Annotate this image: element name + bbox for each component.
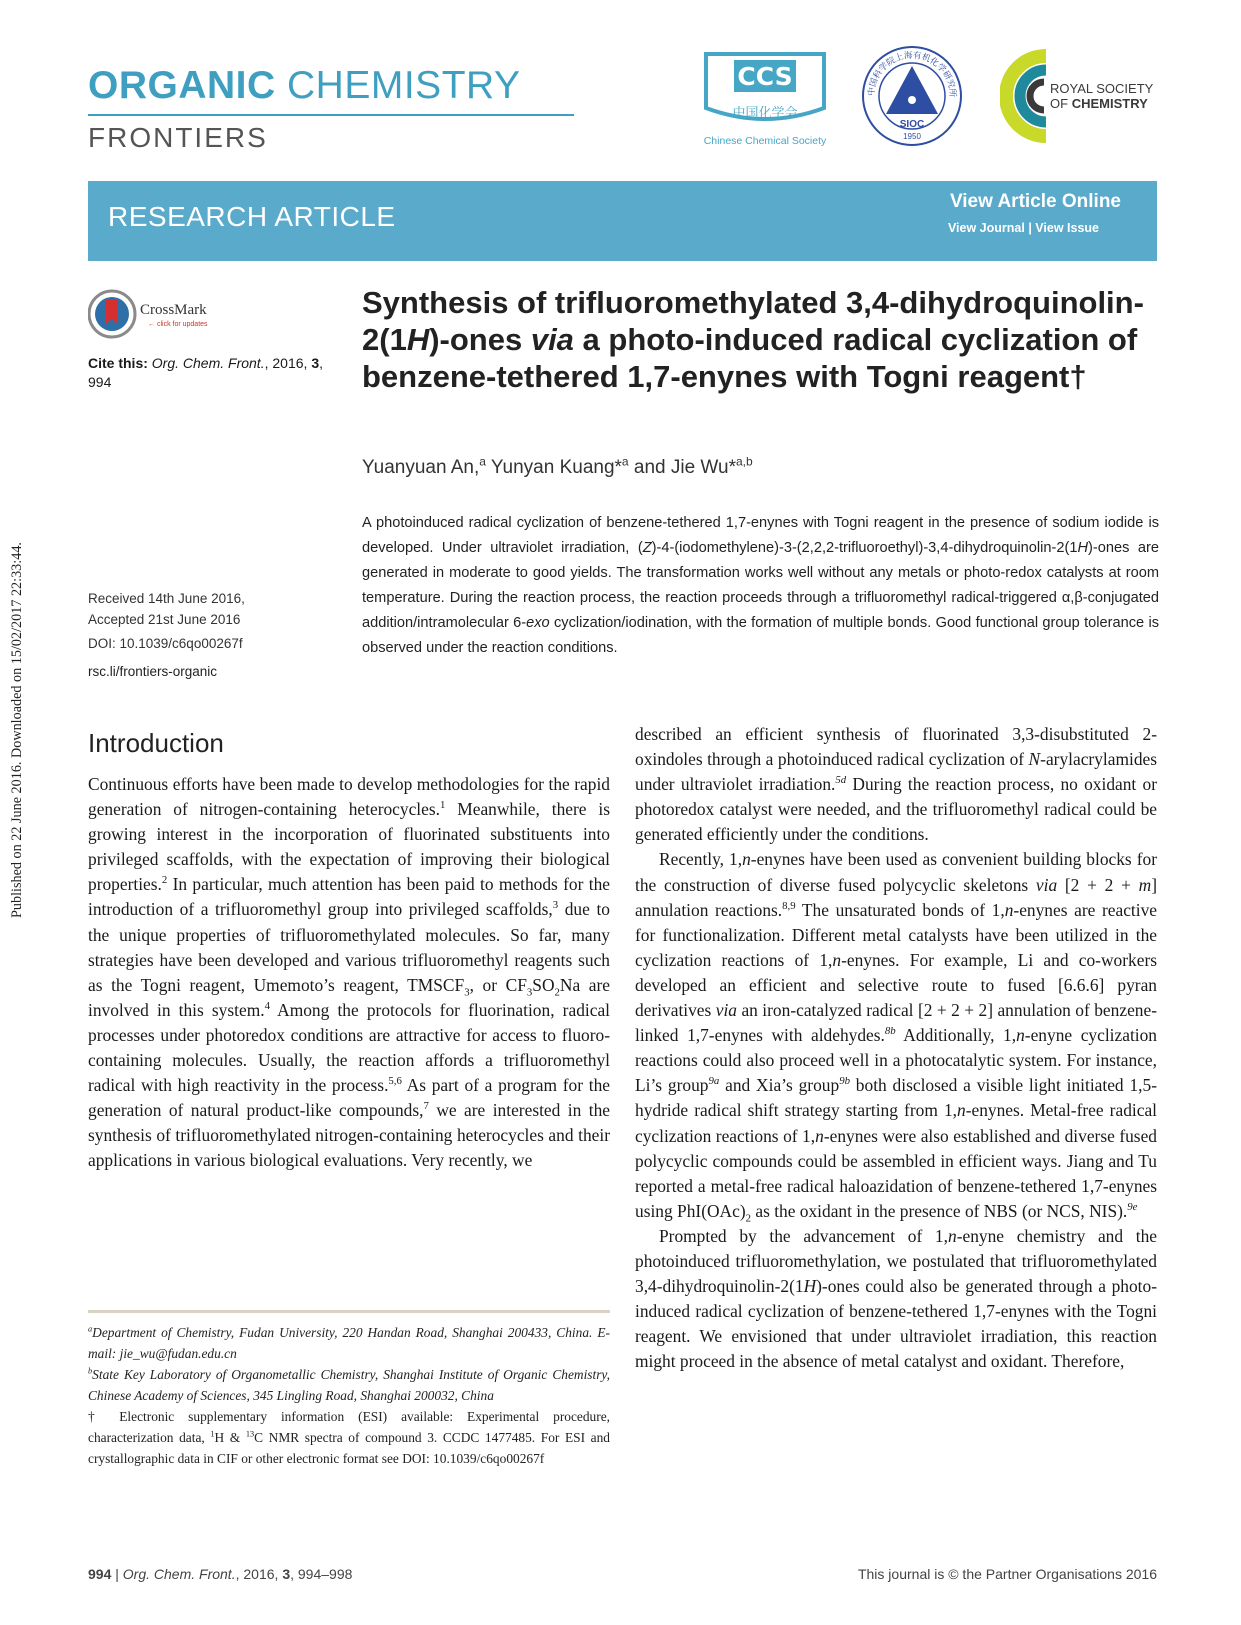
journal-link[interactable]: rsc.li/frontiers-organic (88, 664, 218, 679)
rsc-name-line1: ROYAL SOCIETY (1050, 81, 1154, 96)
side-note-text: Published on 22 June 2016. Downloaded on 15/02/2017 22:33:44. (9, 542, 25, 918)
sioc-ring-text: 中国科学院上海有机化学研究所 (866, 50, 958, 98)
journal-name-rest: CHEMISTRY (287, 64, 521, 107)
body-column-left (88, 772, 610, 1174)
author-3: and Jie Wu* (633, 457, 736, 478)
view-article-online-link[interactable]: View Article Online (949, 191, 1121, 212)
rsc-arc-inner (1030, 82, 1044, 110)
view-links (948, 221, 1099, 235)
view-links-separator: | (1028, 221, 1032, 235)
received-date: Received 14th June 2016, (88, 591, 245, 606)
publication-dates (88, 588, 348, 654)
article-title: Synthesis of trifluoromethylated 3,4-dihydroquinolin-2(1H)-ones via a photo-induced radical cyclization of benzene-tethered 1,7-enynes with Togni reagent† (362, 285, 1144, 394)
article-type-banner (88, 181, 1157, 261)
view-journal-link[interactable]: View Journal (947, 221, 1025, 235)
crossmark-sub: ← click for updates (148, 321, 208, 328)
author-list: Yuanyuan An,$^a$ Yunyan Kuang*$^a$ and Jie Wu*$^{a,b}$ (362, 454, 753, 478)
intro-paragraph-3: Prompted by the advancement of 1,n-enyne chemistry and the photoinduced trifluoromethylation, we postulated that trifluoromethylated 3,4-dihydroquinolin-2(1H)-ones could also be generated through a photo-induced radical cyclization of benzene-tethered 1,7-enynes with the Togni reagent. We envisioned that under ultraviolet irradiation, this reaction might proceed in the absence of metal catalyst and oxidant. Therefore, (635, 1225, 1158, 1372)
affiliation-a: $^a$Department of Chemistry, Fudan University, 220 Handan Road, Shanghai 200433, China. E-mail: jie_wu@fudan.edu.cn (88, 1324, 610, 1361)
intro-paragraph-1-cont: described an efficient synthesis of fluorinated 3,3-disubstituted 2-oxindoles through a photoinduced radical cyclization of N-arylacrylamides under ultraviolet irradiation.$^{5d}$ During the reaction process, no oxidant or photoredox catalyst were needed, and the trifluoromethyl radical could be generated efficiently under the conditions. (635, 724, 1158, 845)
download-side-note (6, 488, 26, 918)
article-type-label: RESEARCH ARTICLE (108, 201, 396, 232)
author-1: Yuanyuan An, (362, 457, 480, 478)
rsc-name-line2: OF CHEMISTRY (1050, 96, 1148, 111)
journal-name-bold: ORGANIC (88, 64, 276, 107)
ccs-english-name: Chinese Chemical Society (703, 135, 827, 147)
affiliation-b: $^b$State Key Laboratory of Organometallic Chemistry, Shanghai Institute of Organic Chemistry, Chinese Academy of Sciences, 345 Lingling Road, Shanghai 200032, China (88, 1366, 610, 1403)
sioc-logo (860, 44, 964, 148)
body-column-right (635, 722, 1157, 1374)
footnote-rule (88, 1310, 610, 1313)
journal-rule (88, 114, 574, 116)
footer-citation: 994 | Org. Chem. Front., 2016, 3, 994–998 (88, 1566, 353, 1582)
crossmark-badge[interactable] (88, 288, 228, 340)
sioc-abbreviation: SIOC (899, 119, 925, 130)
view-issue-link[interactable]: View Issue (1035, 221, 1099, 235)
footer-copyright: This journal is © the Partner Organisations 2016 (857, 1566, 1157, 1582)
citation: Cite this: Org. Chem. Front., 2016, 3, 994 (88, 355, 323, 390)
journal-title (88, 64, 521, 108)
cite-volume: 3 (311, 355, 320, 371)
journal-subtitle: FRONTIERS (88, 122, 268, 153)
esi-note: † Electronic supplementary information (ESI) available: Experimental procedure, characterization data, $^1$H & $^{13}$C NMR spectra of compound 3. CCDC 1477485. For ESI and crystallographic data in CIF or other electronic format see DOI: 10.1039/c6qo00267f (88, 1409, 610, 1466)
author-2: Yunyan Kuang* (490, 457, 622, 478)
page-number: 994 (88, 1566, 112, 1582)
doi[interactable]: DOI: 10.1039/c6qo00267f (88, 636, 243, 651)
ccs-chinese-name: 中国化学会 (732, 106, 798, 121)
ccs-logo (700, 46, 830, 150)
intro-paragraph-2: Recently, 1,n-enynes have been used as convenient building blocks for the construction of diverse fused polycyclic skeletons via [2 + 2 + m] annulation reactions.$^{8,9}$ The unsaturated bonds of 1,n-enynes are reactive for functionalization. Different metal catalysts have been utilized in the cyclization reactions of 1,n-enynes. For example, Li and co-workers developed an efficient and selective route to fused [6.6.6] pyran derivatives via an iron-catalyzed radical [2 + 2 + 2] annulation of benzene-linked 1,7-enynes with aldehydes.$^{8b}$ Additionally, 1,n-enyne cyclization reactions could also proceed well in a photocatalytic system. For instance, Li’s group$^{9a}$ and Xia’s group$^{9b}$ both disclosed a visible light initiated 1,5-hydride radical shift strategy starting from 1,n-enynes. Metal-free radical cyclization reactions of 1,n-enynes were also established and diverse fused polycyclic compounds could be assembled in efficient ways. Jiang and Tu reported a metal-free radical haloazidation of benzene-tethered 1,7-enynes using $PhI(OAc)_2$ as the oxidant in the presence of NBS (or NCS, NIS).$^{9e}$ (635, 849, 1157, 1225)
crossmark-label: CrossMark (140, 302, 207, 318)
footnotes (88, 1322, 610, 1469)
sioc-triangle-dot (908, 96, 916, 104)
accepted-date: Accepted 21st June 2016 (88, 612, 241, 627)
sioc-triangle (886, 66, 938, 114)
ccs-letters: CCS (737, 62, 793, 91)
cite-page: 994 (88, 374, 112, 390)
sioc-year: 1950 (903, 132, 921, 141)
section-heading-introduction: Introduction (88, 728, 224, 758)
cite-journal: Org. Chem. Front. (151, 355, 265, 371)
intro-paragraph-1: Continuous efforts have been made to develop methodologies for the rapid generation of nitrogen-containing heterocycles.$^1$ Meanwhile, there is growing interest in the incorporation of fluorinated substituents into privileged scaffolds, with the expectation of improving their biological properties.$^2$ In particular, much attention has been paid to methods for the introduction of a trifluoromethyl group into privileged scaffolds,$^3$ due to the unique properties of trifluoromethylated molecules. So far, many strategies have been developed and various trifluoromethyl reagents such as the Togni reagent, Umemoto’s reagent, $TMSCF_3$, or $CF_3SO_2Na$ are involved in this system.$^4$ Among the protocols for fluorination, radical processes under photoredox conditions are attractive for access to fluoro-containing molecules. Usually, the reaction affords a trifluoromethyl radical with high reactivity in the process.$^{5,6}$ As part of a program for the generation of natural product-like compounds,$^7$ we are interested in the synthesis of trifluoromethylated nitrogen-containing heterocycles and their applications in various biological evaluations. Very recently, we (88, 774, 611, 1171)
cite-label: Cite this: (88, 355, 148, 371)
rsc-logo (1000, 44, 1160, 148)
abstract: A photoinduced radical cyclization of benzene-tethered 1,7-enynes with Togni reagent in the presence of sodium iodide is developed. Under ultraviolet irradiation, (Z)-4-(iodomethylene)-3-(2,2,2-trifluoroethyl)-3,4-dihydroquinolin-2(1H)-ones are generated in moderate to good yields. The transformation works well without any metals or photo-redox catalysts at room temperature. During the reaction process, the reaction proceeds through a trifluoromethyl radical-triggered α,β-conjugated addition/intramolecular 6-exo cyclization/iodination, with the formation of multiple bonds. Good functional group tolerance is observed under the reaction conditions. (362, 515, 1160, 656)
